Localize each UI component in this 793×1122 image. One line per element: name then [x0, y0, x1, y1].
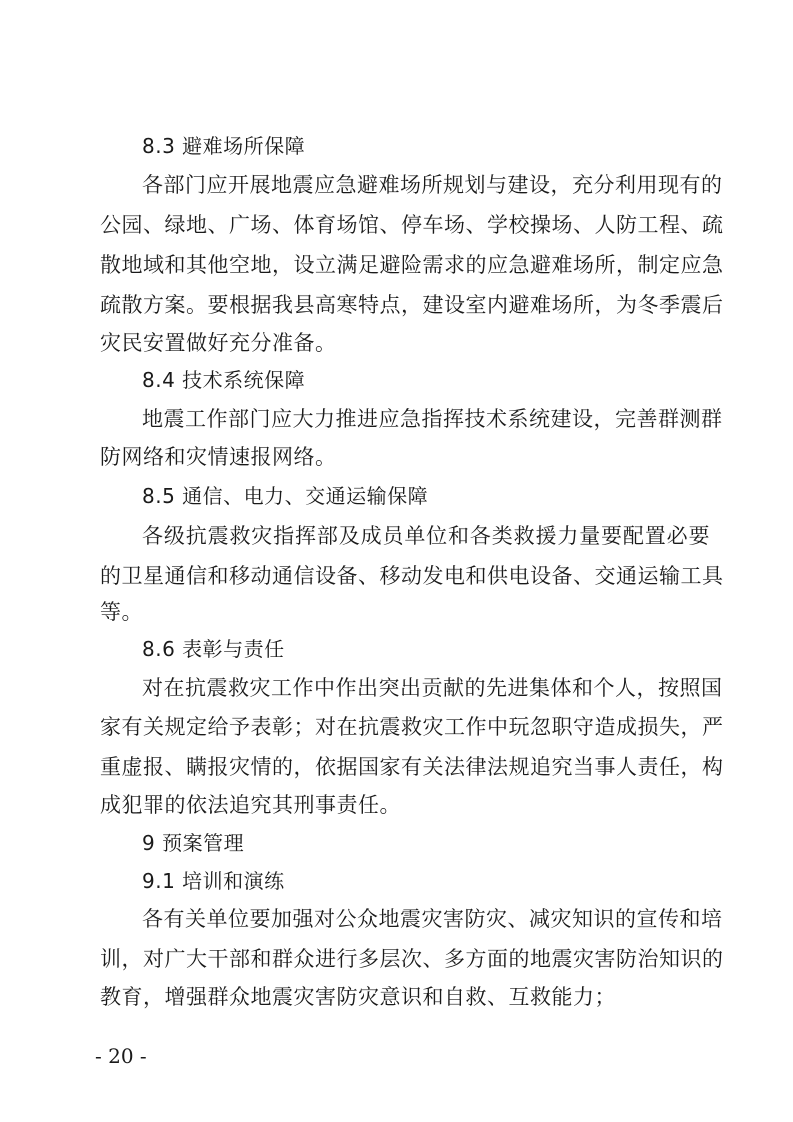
paragraph-line: 防网络和灾情速报网络。 [100, 445, 337, 469]
paragraph-line: 各有关单位要加强对公众地震灾害防灾、减灾知识的宣传和培 [142, 907, 723, 931]
section-heading-9-1: 9.1 培训和演练 [142, 869, 285, 893]
paragraph-line: 各级抗震救灾指挥部及成员单位和各类救援力量要配置必要 [142, 524, 710, 548]
section-heading-9: 9 预案管理 [142, 831, 245, 855]
section-heading-8-4: 8.4 技术系统保障 [142, 368, 306, 392]
paragraph-line: 成犯罪的依法追究其刑事责任。 [100, 793, 401, 817]
paragraph-line: 教育，增强群众地震灾害防灾意识和自救、互救能力； [100, 985, 616, 1009]
paragraph-line: 对在抗震救灾工作中作出突出贡献的先进集体和个人，按照国 [142, 676, 723, 700]
section-heading-8-3: 8.3 避难场所保障 [142, 134, 306, 158]
section-heading-8-6: 8.6 表彰与责任 [142, 637, 285, 661]
paragraph-line: 灾民安置做好充分准备。 [100, 331, 337, 355]
paragraph-line: 各部门应开展地震应急避难场所规划与建设，充分利用现有的 [142, 173, 723, 197]
section-heading-8-5: 8.5 通信、电力、交通运输保障 [142, 484, 429, 508]
paragraph-line: 疏散方案。要根据我县高寒特点，建设室内避难场所，为冬季震后 [100, 293, 724, 317]
paragraph-line: 等。 [100, 600, 143, 624]
paragraph-line: 散地域和其他空地，设立满足避险需求的应急避难场所，制定应急 [100, 253, 724, 277]
paragraph-line: 公园、绿地、广场、体育场馆、停车场、学校操场、人防工程、疏 [100, 213, 724, 237]
paragraph-line: 的卫星通信和移动通信设备、移动发电和供电设备、交通运输工具 [100, 564, 724, 588]
paragraph-line: 地震工作部门应大力推进应急指挥技术系统建设，完善群测群 [142, 407, 723, 431]
paragraph-line: 训，对广大干部和群众进行多层次、多方面的地震灾害防治知识的 [100, 947, 724, 971]
paragraph-line: 重虚报、瞒报灾情的，依据国家有关法律法规追究当事人责任，构 [100, 755, 724, 779]
page-number: - 20 - [95, 1044, 147, 1068]
paragraph-line: 家有关规定给予表彰；对在抗震救灾工作中玩忽职守造成损失，严 [100, 715, 724, 739]
